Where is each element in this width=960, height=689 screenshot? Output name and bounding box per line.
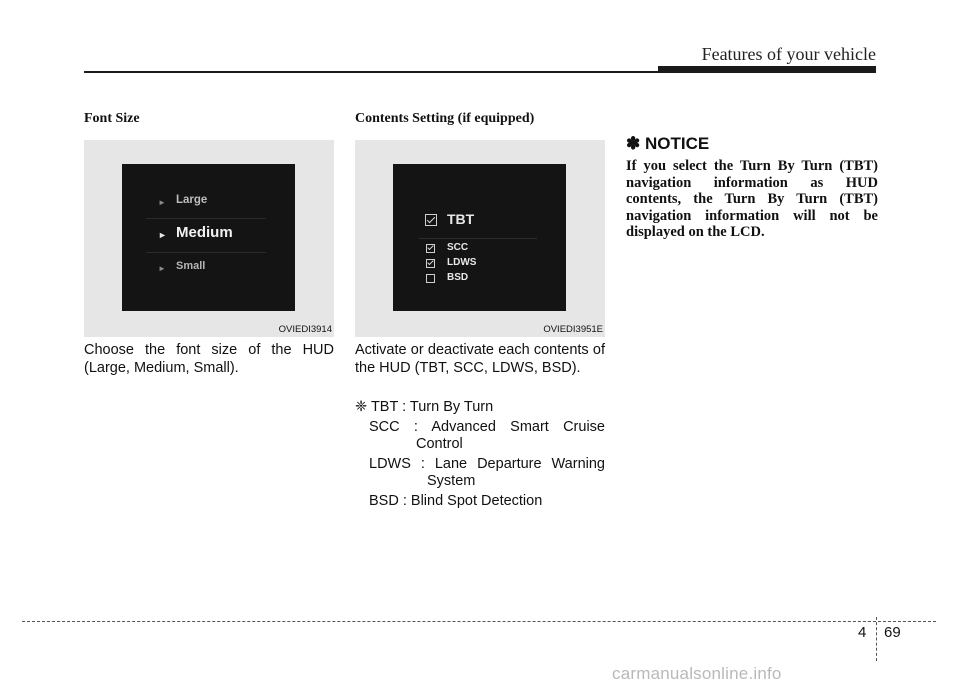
arrow-icon: ► — [158, 198, 166, 207]
checkbox-checked-icon — [426, 244, 435, 253]
abbreviation-bsd: BSD : Blind Spot Detection — [369, 493, 543, 509]
menu-item-small: Small — [176, 260, 206, 272]
watermark: carmanualsonline.info — [612, 664, 782, 683]
header-rule-accent — [658, 66, 876, 73]
notice-star-icon: ✽ — [626, 134, 641, 153]
option-scc: SCC — [447, 242, 469, 253]
contents-heading: Contents Setting (if equipped) — [355, 111, 535, 126]
option-tbt: TBT — [447, 211, 475, 227]
font-size-description: Choose the font size of the HUD (Large, Medium, Small). — [84, 342, 334, 376]
chapter-number: 4 — [858, 624, 867, 641]
abbreviation-scc-cont: Control — [416, 436, 463, 452]
footer-rule — [22, 621, 936, 622]
font-size-figure — [84, 140, 334, 337]
abbreviation-ldws: LDWS : Lane Departure Warning — [369, 456, 605, 472]
option-ldws: LDWS — [447, 257, 477, 268]
checkbox-checked-icon — [426, 259, 435, 268]
checkbox-checked-icon — [425, 214, 437, 226]
abbreviation-tbt: ❈ TBT : Turn By Turn — [355, 399, 494, 415]
option-bsd: BSD — [447, 272, 469, 283]
abbreviation-ldws-cont: System — [427, 473, 476, 489]
menu-item-large: Large — [176, 194, 208, 206]
menu-divider — [146, 218, 266, 219]
arrow-icon: ► — [158, 264, 166, 273]
menu-item-medium: Medium — [176, 224, 233, 241]
notice-body: If you select the Turn By Turn (TBT) navigation information as HUD contents, the Turn By Turn (TBT) navigation information will not be displayed on the LCD. — [626, 158, 878, 241]
abbreviation-scc: SCC : Advanced Smart Cruise — [369, 419, 605, 435]
page-header-title: Features of your vehicle — [701, 44, 876, 64]
hud-contents-screen — [393, 164, 566, 311]
figure-code: OVIEDI3951E — [543, 324, 603, 335]
page-number: 69 — [884, 624, 901, 641]
hud-font-size-screen — [122, 164, 295, 311]
contents-figure — [355, 140, 605, 337]
notice-heading: ✽ NOTICE — [626, 134, 710, 153]
note-marker-icon: ❈ — [355, 399, 368, 415]
contents-description: Activate or deactivate each contents of the HUD (TBT, SCC, LDWS, BSD). — [355, 342, 605, 376]
menu-divider — [419, 238, 537, 239]
figure-code: OVIEDI3914 — [278, 324, 332, 335]
arrow-icon: ► — [158, 230, 167, 240]
font-size-heading: Font Size — [84, 111, 140, 126]
checkbox-unchecked-icon — [426, 274, 435, 283]
menu-divider — [146, 252, 266, 253]
footer-divider — [876, 617, 877, 661]
